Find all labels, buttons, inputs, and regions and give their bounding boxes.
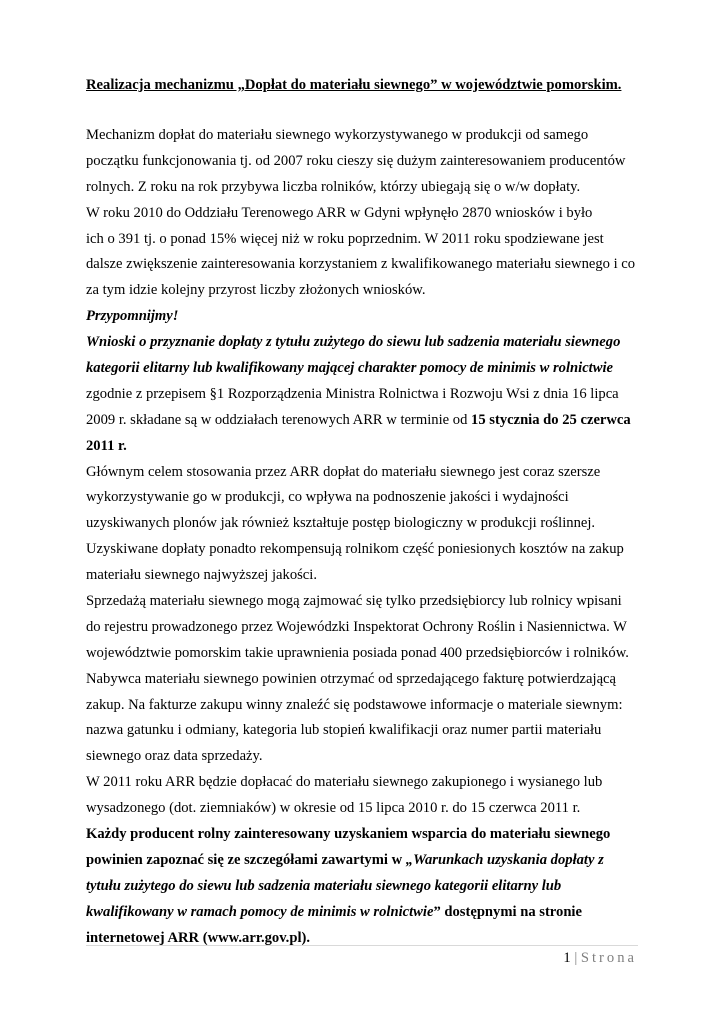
document-body — [86, 123, 658, 952]
paragraph-line: zakup. Na fakturze zakupu winny znaleźć się podstawowe informacje o materiale siewnym: — [86, 696, 623, 713]
paragraph-line: województwie pomorskim takie uprawnienia posiada ponad 400 przedsiębiorców i rolników. — [86, 644, 629, 661]
conditions-title: „Warunkach uzyskania dopłaty z — [405, 851, 604, 868]
paragraph-line: Mechanizm dopłat do materiału siewnego wykorzystywanego w produkcji od samego — [86, 127, 589, 143]
paragraph-line: zgodnie z przepisem §1 Rozporządzenia Ministra Rolnictwa i Rozwoju Wsi z dnia 16 lipca — [86, 385, 619, 402]
conditions-title-line: tytułu zużytego do siewu lub sadzenia materiału siewnego kategorii elitarny lub — [86, 877, 562, 894]
paragraph-line: wykorzystywanie go w produkcji, co wpływa na podnoszenie jakości i wydajności — [86, 489, 569, 506]
bold-line — [86, 900, 658, 926]
bold-line — [86, 848, 658, 874]
footer-separator: | — [574, 950, 578, 966]
emphasis-line: Wnioski o przyznanie dopłaty z tytułu zużytego do siewu lub sadzenia materiału siewnego — [86, 334, 621, 351]
paragraph-line: początku funkcjonowania tj. od 2007 roku cieszy się dużym zainteresowaniem producentów — [86, 152, 626, 169]
reminder-heading: Przypomnijmy! — [86, 308, 179, 325]
paragraph-line: Nabywca materiału siewnego powinien otrzymać od sprzedającego fakturę potwierdzającą — [86, 670, 616, 687]
page-number: 1 — [563, 950, 571, 966]
paragraph-line: Sprzedażą materiału siewnego mogą zajmować się tylko przedsiębiorcy lub rolnicy wpisani — [86, 593, 622, 610]
page-footer — [563, 948, 637, 968]
paragraph-line: materiału siewnego najwyższej jakości. — [86, 567, 317, 584]
footer-label: Strona — [580, 950, 637, 966]
bold-text: ” dostępnymi na stronie — [433, 903, 582, 920]
bold-text: powinien zapoznać się ze szczegółami zawartymi w — [86, 851, 406, 868]
paragraph-line: dalsze zwiększenie zainteresowania korzystaniem z kwalifikowanego materiału siewnego i co — [86, 256, 636, 273]
deadline-year: 2011 r. — [86, 437, 127, 454]
paragraph-line: ich o 391 tj. o ponad 15% więcej niż w roku poprzednim. W 2011 roku spodziewane jest — [86, 230, 604, 247]
paragraph-line: W 2011 roku ARR będzie dopłacać do materiału siewnego zakupionego i wysianego lub — [86, 774, 603, 791]
paragraph-line: W roku 2010 do Oddziału Terenowego ARR w Gdyni wpłynęło 2870 wniosków i było — [86, 204, 593, 221]
emphasis-line: kategorii elitarny lub kwalifikowany mającej charakter pomocy de minimis w rolnictwie — [86, 360, 613, 377]
paragraph-line: uzyskiwanych plonów jak również kształtuje postęp biologiczny w produkcji roślinnej. — [86, 515, 596, 532]
paragraph-line: za tym idzie kolejny przyrost liczby złożonych wniosków. — [86, 282, 426, 299]
conditions-title: kwalifikowany w ramach pomocy de minimis w rolnictwie — [86, 903, 434, 920]
website-line: internetowej ARR (www.arr.gov.pl). — [86, 929, 311, 946]
paragraph-line: do rejestru prowadzonego przez Wojewódzki Inspektorat Ochrony Roślin i Nasiennictwa. W — [86, 618, 627, 635]
paragraph-line: nazwa gatunku i odmiany, kategoria lub stopień kwalifikacji oraz numer partii materiału — [86, 722, 602, 739]
paragraph-line: wysadzonego (dot. ziemniaków) w okresie od 15 lipca 2010 r. do 15 czerwca 2011 r. — [86, 800, 581, 817]
paragraph-text: 2009 r. składane są w oddziałach terenowych ARR w terminie od — [86, 411, 472, 428]
document-title: Realizacja mechanizmu „Dopłat do materiału siewnego” w województwie pomorskim. — [86, 77, 622, 93]
paragraph-line: Uzyskiwane dopłaty ponadto rekompensują rolnikom część poniesionych kosztów na zakup — [86, 541, 624, 558]
paragraph-line: siewnego oraz data sprzedaży. — [86, 748, 263, 765]
paragraph-line — [86, 408, 658, 434]
footer-divider — [86, 945, 638, 946]
deadline-text: 15 stycznia do 25 czerwca — [471, 411, 631, 428]
bold-line: Każdy producent rolny zainteresowany uzyskaniem wsparcia do materiału siewnego — [86, 826, 611, 843]
paragraph-line: rolnych. Z roku na rok przybywa liczba rolników, którzy ubiegają się o w/w dopłaty. — [86, 178, 581, 195]
paragraph-line: Głównym celem stosowania przez ARR dopłat do materiału siewnego jest coraz szersze — [86, 463, 601, 480]
